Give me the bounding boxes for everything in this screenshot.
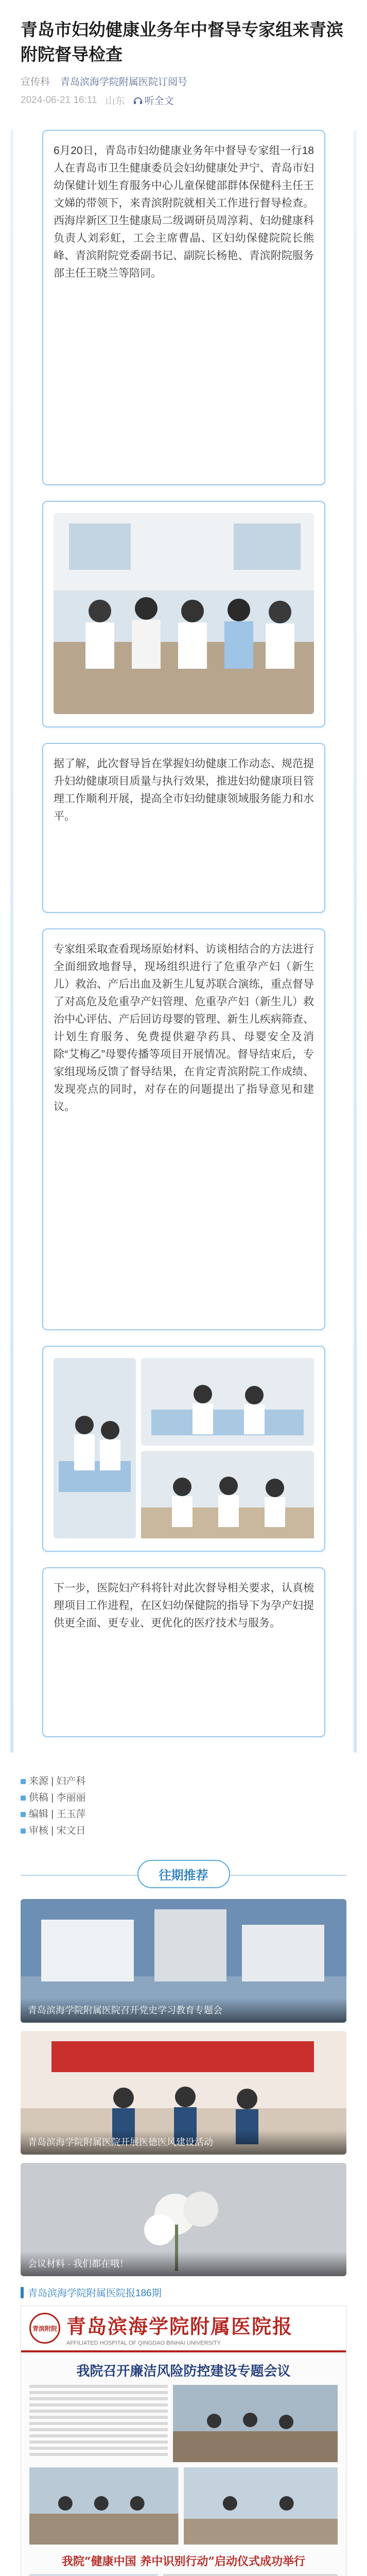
photo-drill-1	[54, 1358, 136, 1538]
bullet-icon	[21, 1828, 26, 1834]
newspaper-row-1	[21, 2385, 346, 2462]
newspaper-masthead	[21, 2306, 346, 2352]
hospital-logo-icon: 青滨附院	[29, 2313, 60, 2344]
newspaper-row-2	[21, 2467, 346, 2545]
past-item-1[interactable]	[21, 1899, 346, 2023]
listen-button[interactable]	[133, 93, 174, 107]
account-link[interactable]: 青岛滨海学院附属医院订阅号	[60, 77, 188, 88]
past-item-3-caption: 会议材料 · 我们都在哦！	[21, 2251, 346, 2276]
bullet-icon	[21, 1795, 26, 1801]
newspaper-text-column	[29, 2385, 168, 2462]
newspaper-headline-2: 我院“健康中国 养中识别行动”启动仪式成功举行	[62, 2555, 305, 2568]
credit-reviewer: 审核 | 宋文日	[21, 1823, 346, 1839]
bullet-icon	[21, 1812, 26, 1817]
photo-image	[54, 513, 314, 714]
paragraph-4: 下一步，医院妇产科将针对此次督导相关要求，认真梳理项目工作进程，在区妇幼保健院的指导下为孕产妇提供更全面、更专业、更优化的医疗技术与服务。	[54, 1582, 314, 1629]
content-card-2	[42, 743, 325, 913]
article-meta	[21, 74, 346, 88]
listen-label: 听全文	[144, 96, 174, 107]
newspaper-preview[interactable]	[21, 2306, 346, 2576]
publish-location: 山东	[105, 96, 125, 107]
photo-grid-right	[141, 1358, 314, 1538]
decor-rail-left	[10, 130, 13, 1753]
photo-card-2	[42, 1346, 325, 1552]
paragraph-1: 6月20日，青岛市妇幼健康业务年中督导专家组一行18人在青岛市卫生健康委员会妇幼健康处尹宁、青岛市妇幼保健计划生育服务中心儿童保健部群体保健科主任王文娣的带领下，来青滨附院就相关工作进行督导检查。西海岸新区卫生健康局二级调研员周淳莉、妇幼健康科负责人刘彩虹，工会主席曹晶、区妇幼保健院院长熊峰、青滨附院党委副书记、副院长杨艳、青滨附院服务部主任王晓兰等陪同。	[54, 145, 314, 279]
article-meta-time	[21, 93, 346, 107]
credit-writer: 供稿 | 李丽丽	[21, 1790, 346, 1806]
photo-drill-3	[141, 1451, 314, 1538]
newspaper-photo-1	[173, 2385, 338, 2462]
newspaper-row-3	[21, 2574, 346, 2576]
newspaper-photo-4	[29, 2574, 158, 2576]
article-header	[0, 0, 367, 107]
newspaper-title: 青岛滨海学院附属医院报	[66, 2314, 293, 2338]
photo-drill-2	[141, 1358, 314, 1446]
past-recommend-header	[21, 1860, 346, 1891]
newspaper-text-column-2	[163, 2574, 338, 2576]
article-title: 青岛市妇幼健康业务年中督导专家组来青滨附院督导检查	[21, 20, 343, 64]
newspaper-photo-2	[29, 2467, 179, 2545]
photo-grid	[54, 1358, 314, 1538]
photo-card-1	[42, 501, 325, 727]
photo-inspection-meeting	[54, 513, 314, 714]
newspaper-headline-1: 我院召开廉洁风险防控建设专题会议	[76, 2364, 291, 2379]
past-recommend-title: 往期推荐	[137, 1860, 230, 1888]
newspaper-issue-label[interactable]: 青岛滨海学院附属医院报186期	[21, 2285, 346, 2299]
content-card-3	[42, 928, 325, 1330]
credit-editor: 编辑 | 王玉萍	[21, 1806, 346, 1823]
bullet-icon	[21, 1779, 26, 1784]
content-card-4	[42, 1567, 325, 1737]
past-item-2-caption: 青岛滨海学院附属医院开展医德医风建设活动	[21, 2130, 346, 2155]
publish-time: 2024-06-21 16:11	[21, 94, 97, 106]
paragraph-3: 专家组采取查看现场原始材料、访谈相结合的方法进行全面细致地督导，现场组织进行了危重孕产妇（新生儿）救治、产后出血及新生儿复苏联合演练，重点督导了对高危及危重孕产妇管理、危重孕产妇（新生儿）救治中心评估、产后回访母婴的管理、新生儿疾病筛查、计划生育服务、免费提供避孕药具、母婴安全及消除“艾梅乙”母婴传播等项目开展情况。督导结束后，专家组现场反馈了督导结果，在肯定青滨附院工作成绩、发现亮点的同时，对存在的问题提出了指导意见和建议。	[54, 943, 314, 1113]
decor-rail-right	[354, 130, 357, 1753]
newspaper-subtitle: AFFILIATED HOSPITAL OF QINGDAO BINHAI UNIVERSITY	[66, 2340, 221, 2346]
paragraph-2: 据了解，此次督导旨在掌握妇幼健康工作动态、规范提升妇幼健康项目质量与执行效果，推进妇幼健康项目管理工作顺利开展，提高全市妇幼健康领域服务能力和水平。	[54, 758, 314, 822]
past-item-1-caption: 青岛滨海学院附属医院召开党史学习教育专题会	[21, 1998, 346, 2023]
issue-bar-icon	[21, 2287, 24, 2298]
author-name: 宣传科	[21, 77, 50, 88]
past-item-2[interactable]	[21, 2031, 346, 2155]
content-card-1	[42, 130, 325, 485]
past-item-3[interactable]	[21, 2163, 346, 2276]
headphone-icon	[133, 96, 143, 105]
article-body	[10, 130, 357, 1753]
newspaper-photo-3	[184, 2467, 338, 2545]
credits-block	[21, 1773, 346, 1839]
credit-source: 来源 | 妇产科	[21, 1773, 346, 1790]
